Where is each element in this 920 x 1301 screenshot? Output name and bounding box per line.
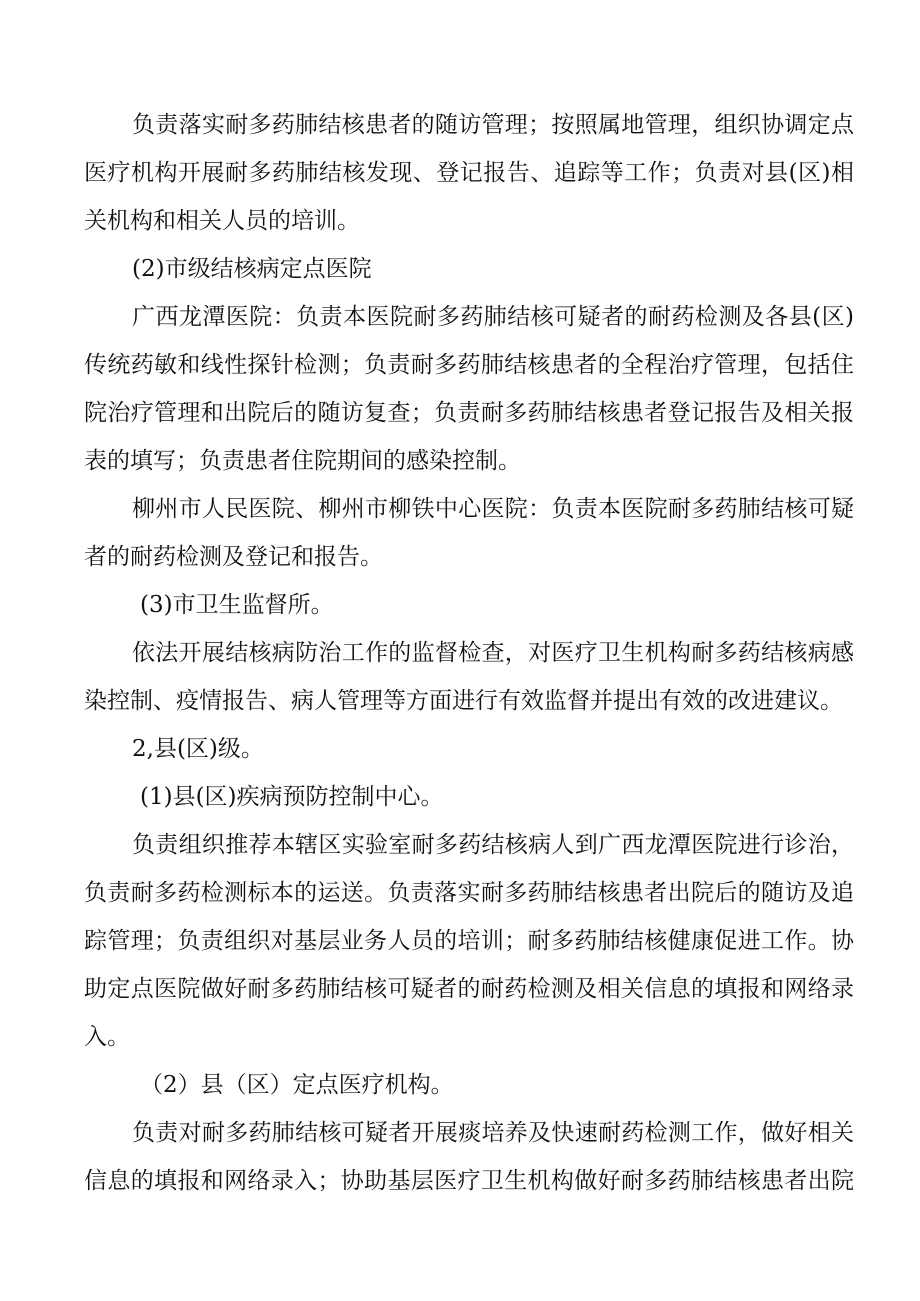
paragraph-line: 医疗机构开展耐多药肺结核发现、登记报告、追踪等工作；负责对县(区)相 xyxy=(84,160,854,186)
paragraph-line: 柳州市人民医院、柳州市柳铁中心医院：负责本医院耐多药肺结核可疑 xyxy=(132,496,854,522)
paragraph-line: 助定点医院做好耐多药肺结核可疑者的耐药检测及相关信息的填报和网络录 xyxy=(84,976,854,1002)
section-heading: 2,县(区)级。 xyxy=(132,736,264,762)
paragraph-line: 传统药敏和线性探针检测；负责耐多药肺结核患者的全程治疗管理，包括住 xyxy=(84,352,854,378)
section-heading: (1)县(区)疾病预防控制中心。 xyxy=(140,784,444,810)
paragraph-line: 表的填写；负责患者住院期间的感染控制。 xyxy=(84,448,521,474)
paragraph-line: 入。 xyxy=(84,1024,130,1050)
paragraph-line: 踪管理；负责组织对基层业务人员的培训；耐多药肺结核健康促进工作。协 xyxy=(84,928,854,954)
paragraph-line: 负责耐多药检测标本的运送。负责落实耐多药肺结核患者出院后的随访及追 xyxy=(84,880,854,906)
paragraph-line: 广西龙潭医院：负责本医院耐多药肺结核可疑者的耐药检测及各县(区) xyxy=(132,304,854,330)
paragraph-line: 关机构和相关人员的培训。 xyxy=(84,208,360,234)
paragraph-line: 信息的填报和网络录入；协助基层医疗卫生机构做好耐多药肺结核患者出院 xyxy=(84,1168,854,1194)
paragraph-line: 依法开展结核病防治工作的监督检查，对医疗卫生机构耐多药结核病感 xyxy=(132,640,854,666)
paragraph-line: 染控制、疫情报告、病人管理等方面进行有效监督并提出有效的改进建议。 xyxy=(84,688,843,714)
section-heading: (3)市卫生监督所。 xyxy=(140,592,334,618)
paragraph-line: 者的耐药检测及登记和报告。 xyxy=(84,544,383,570)
section-heading: （2）县（区）定点医疗机构。 xyxy=(140,1072,454,1098)
paragraph-line: 负责组织推荐本辖区实验室耐多药结核病人到广西龙潭医院进行诊治， xyxy=(132,832,854,858)
paragraph-line: 院治疗管理和出院后的随访复查；负责耐多药肺结核患者登记报告及相关报 xyxy=(84,400,854,426)
section-heading: (2)市级结核病定点医院 xyxy=(132,256,372,282)
paragraph-line: 负责对耐多药肺结核可疑者开展痰培养及快速耐药检测工作，做好相关 xyxy=(132,1120,854,1146)
paragraph-line: 负责落实耐多药肺结核患者的随访管理；按照属地管理，组织协调定点 xyxy=(132,112,854,138)
